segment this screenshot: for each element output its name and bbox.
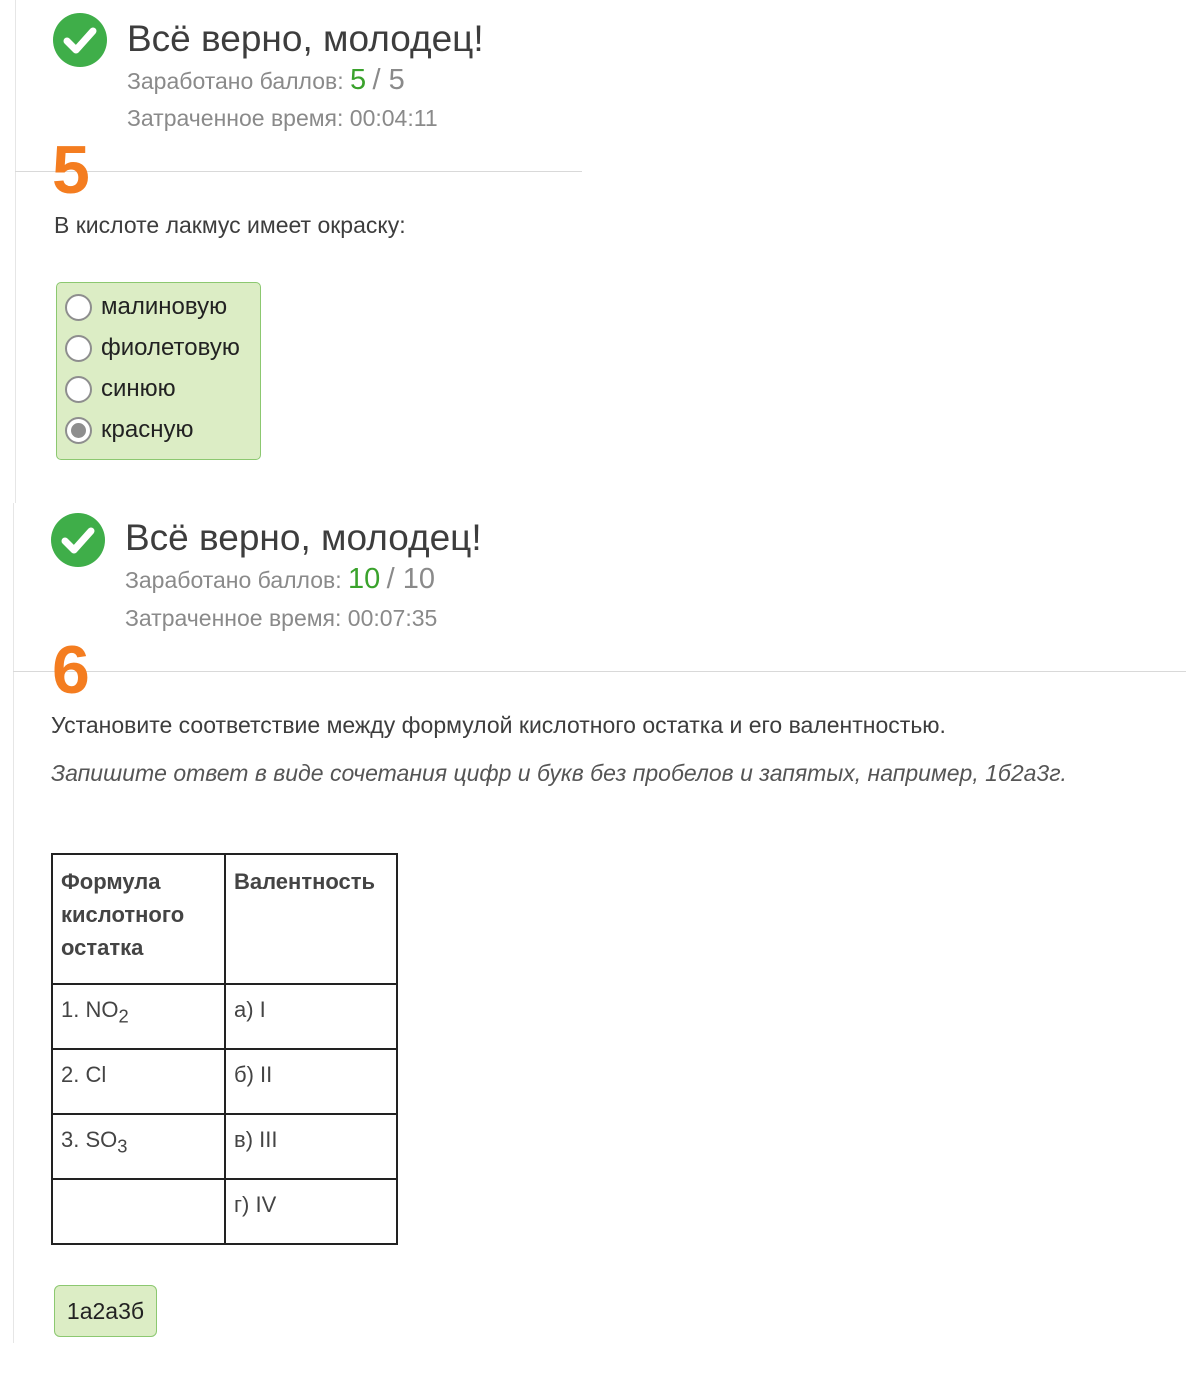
result-title: Всё верно, молодец! (125, 517, 482, 558)
formula-subscript: 2 (118, 1005, 129, 1027)
option-label: красную (101, 416, 194, 443)
result-title: Всё верно, молодец! (127, 18, 484, 59)
question-number: 6 (52, 632, 90, 708)
left-border-top (15, 0, 16, 503)
option-label: малиновую (101, 293, 228, 320)
check-circle-icon (53, 13, 107, 67)
divider (13, 671, 1186, 672)
option-fioletovuyu[interactable] (65, 331, 240, 365)
score-earned: 5 (350, 64, 367, 96)
valence-cell: б) II (225, 1049, 397, 1114)
score-label: Заработано баллов: (127, 68, 344, 94)
option-malinovuyu[interactable] (65, 290, 227, 324)
answer-options (56, 282, 261, 460)
time-spent: Затраченное время: 00:04:11 (127, 105, 438, 131)
valence-cell: а) I (225, 984, 397, 1049)
formula-cell-empty (52, 1179, 225, 1244)
formula-cell (52, 1049, 225, 1114)
formula-cell (52, 1114, 225, 1179)
option-sinyuyu[interactable] (65, 372, 176, 406)
question-number: 5 (52, 132, 90, 208)
formula-text: 3. SO (61, 1127, 118, 1152)
formula-cell (52, 984, 225, 1049)
header-formula: Формула кислотного остатка (52, 854, 225, 984)
question-text: В кислоте лакмус имеет окраску: (54, 212, 406, 238)
option-label: синюю (101, 375, 176, 402)
answer-field[interactable]: 1а2а3б (54, 1285, 157, 1337)
radio-button[interactable] (65, 335, 92, 362)
option-label: фиолетовую (101, 334, 240, 361)
matching-table (51, 853, 398, 1245)
formula-text: 2. Cl (61, 1062, 107, 1087)
question-hint: Запишите ответ в виде сочетания цифр и букв без пробелов и запятых, например, 1б2а3г. (51, 760, 1067, 786)
score-total: / 5 (372, 64, 405, 96)
radio-button-selected[interactable] (65, 417, 92, 444)
score-line (125, 563, 435, 596)
score-earned: 10 (348, 563, 381, 595)
score-total: / 10 (386, 563, 436, 595)
question-text: Установите соответствие между формулой кислотного остатка и его валентностью. (51, 712, 946, 738)
score-line (127, 64, 405, 97)
radio-button[interactable] (65, 376, 92, 403)
header-valence: Валентность (225, 854, 397, 984)
radio-button[interactable] (65, 294, 92, 321)
option-krasnuyu[interactable] (65, 413, 193, 447)
valence-cell: г) IV (225, 1179, 397, 1244)
check-circle-icon (51, 513, 105, 567)
left-border-bottom (13, 503, 14, 1343)
formula-text: 1. NO (61, 997, 119, 1022)
score-label: Заработано баллов: (125, 567, 342, 593)
divider (15, 171, 582, 172)
formula-subscript: 3 (117, 1135, 128, 1157)
valence-cell: в) III (225, 1114, 397, 1179)
time-spent: Затраченное время: 00:07:35 (125, 605, 438, 631)
